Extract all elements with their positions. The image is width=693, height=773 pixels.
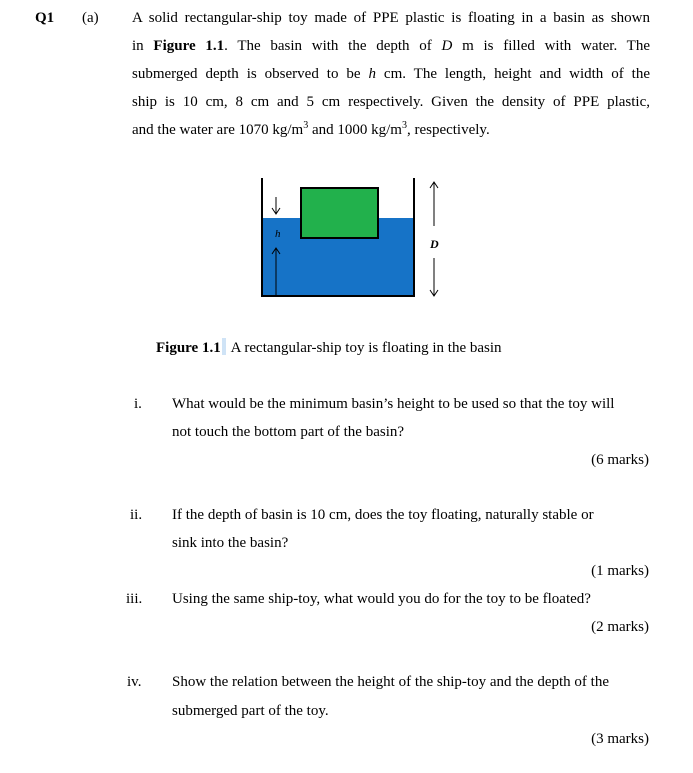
ship-toy [301, 188, 378, 238]
item-text: sink into the basin? [172, 535, 289, 551]
superscript: 3 [401, 120, 407, 131]
intro-text: . The basin with the depth of [224, 38, 442, 54]
h-top-arrow [272, 197, 280, 214]
marks-label: (3 marks) [591, 731, 649, 747]
figure-basin-diagram [250, 178, 450, 308]
item-number: iv. [127, 674, 142, 690]
d-bottom-arrow [430, 258, 438, 296]
item-text: not touch the bottom part of the basin? [172, 424, 405, 440]
intro-line-5 [132, 122, 490, 139]
intro-text: ship is 10 cm, 8 cm and 5 cm respectively. Given the density of PPE plastic, [132, 94, 650, 110]
h-label: h [275, 228, 281, 240]
intro-line-2 [132, 38, 650, 55]
item-text: Using the same ship-toy, what would you do for the toy to be floated? [172, 591, 591, 607]
item-number: ii. [130, 507, 143, 523]
question-part: (a) [82, 10, 99, 26]
intro-line-3 [132, 66, 650, 83]
intro-text: in [132, 38, 154, 54]
item-text: If the depth of basin is 10 cm, does the toy floating, naturally stable or [172, 507, 594, 523]
intro-line-4 [132, 94, 650, 111]
d-top-arrow [430, 182, 438, 226]
text-cursor-highlight [222, 338, 226, 355]
intro-text: cm. The length, height and width of the [375, 66, 650, 82]
figure-caption [156, 338, 502, 357]
marks-label: (2 marks) [591, 619, 649, 635]
h-symbol: h [368, 66, 376, 82]
intro-text: submerged depth is observed to be [132, 66, 369, 82]
intro-text: and 1000 kg/m [308, 122, 402, 138]
basin-svg [250, 178, 450, 303]
item-number: i. [134, 396, 142, 412]
marks-label: (6 marks) [591, 452, 649, 468]
item-text: What would be the minimum basin’s height to be used so that the toy will [172, 396, 615, 412]
item-text: Show the relation between the height of the ship-toy and the depth of the [172, 674, 609, 690]
intro-text: , respectively. [406, 122, 490, 138]
question-number: Q1 [35, 10, 55, 26]
intro-text: A solid rectangular-ship toy made of PPE plastic is floating in a basin as shown [132, 10, 650, 26]
caption-text: A rectangular-ship toy is floating in the basin [227, 340, 502, 356]
intro-line-1 [132, 10, 650, 27]
d-label: D [430, 237, 439, 251]
depth-symbol: D [441, 38, 453, 54]
superscript: 3 [303, 120, 309, 131]
marks-label: (1 marks) [591, 563, 649, 579]
item-text: submerged part of the toy. [172, 703, 329, 719]
intro-text: m is filled with water. The [452, 38, 651, 54]
item-number: iii. [126, 591, 143, 607]
figure-reference: Figure 1.1 [153, 38, 225, 54]
caption-label: Figure 1.1 [156, 340, 221, 356]
intro-text: and the water are 1070 kg/m [132, 122, 304, 138]
